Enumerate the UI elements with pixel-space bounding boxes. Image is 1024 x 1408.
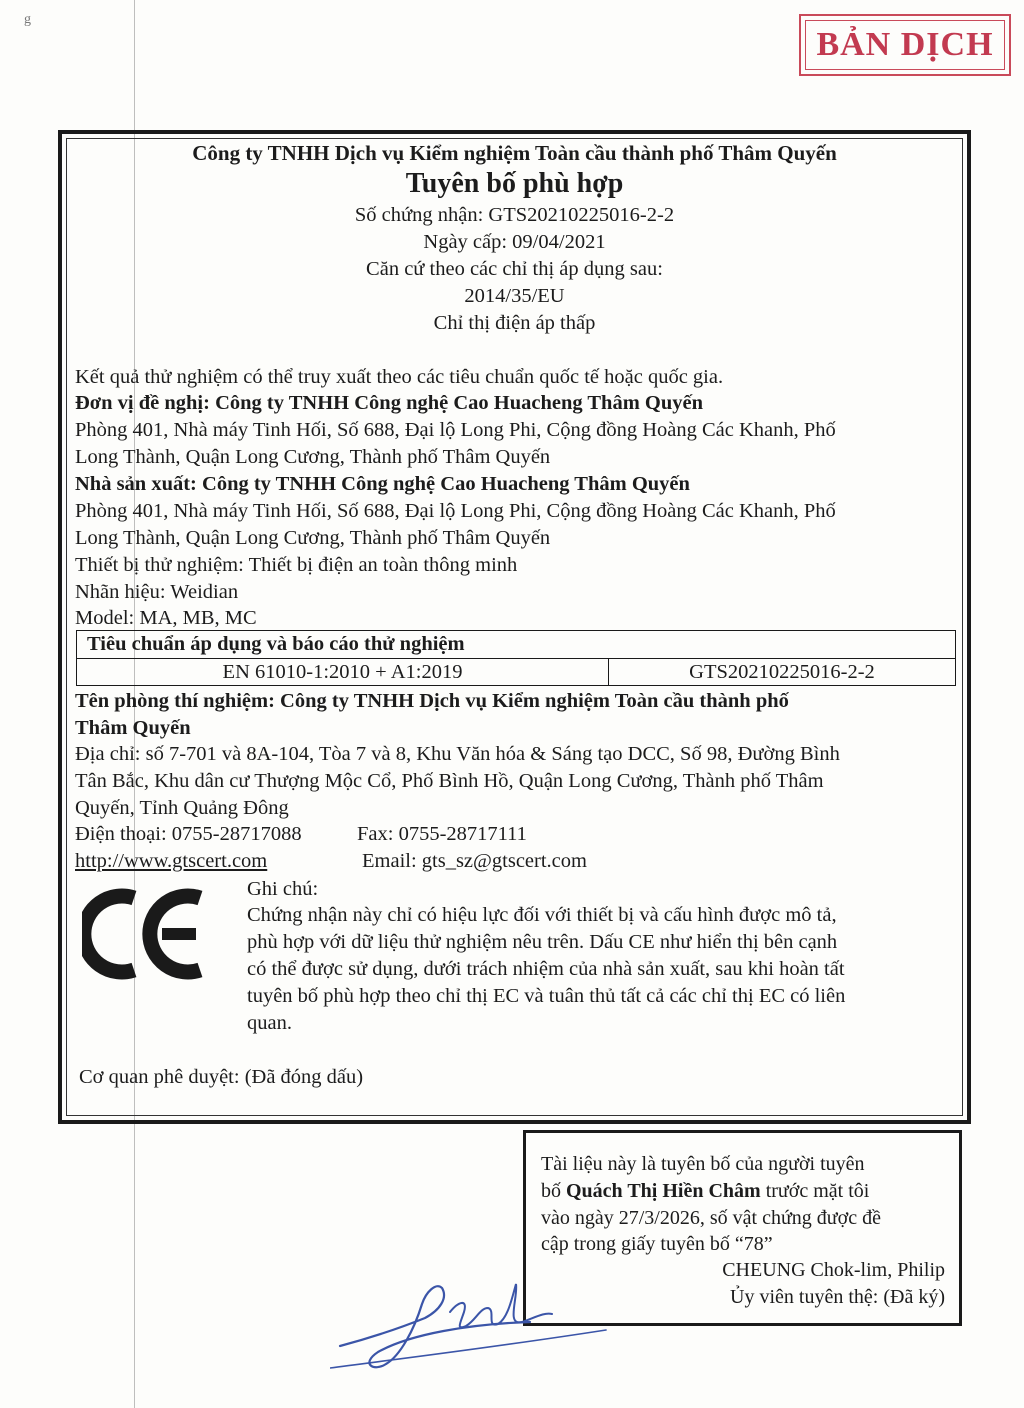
- declaration-line-1: Tài liệu này là tuyên bố của người tuyên: [541, 1153, 865, 1175]
- standards-table: [76, 630, 956, 686]
- lab-address-line-2: Tân Bắc, Khu dân cư Thượng Mộc Cổ, Phố Bình Hồ, Quận Long Cương, Thành phố Thâm: [75, 770, 824, 792]
- lab-email: Email: gts_sz@gtscert.com: [362, 850, 587, 872]
- test-equipment: Thiết bị thử nghiệm: Thiết bị điện an toàn thông minh: [75, 554, 518, 576]
- applicant-label: Đơn vị đề nghị: Công ty TNHH Công nghệ Cao Huacheng Thâm Quyến: [75, 392, 703, 414]
- applicant-address-line-1: Phòng 401, Nhà máy Tinh Hối, Số 688, Đại lộ Long Phi, Cộng đồng Hoàng Các Khanh, Phố: [75, 419, 836, 441]
- note-line-5: quan.: [247, 1012, 292, 1034]
- approval-authority: Cơ quan phê duyệt: (Đã đóng dấu): [79, 1066, 364, 1088]
- lab-phone: Điện thoại: 0755-28717088: [75, 823, 302, 845]
- issuer-company: Công ty TNHH Dịch vụ Kiểm nghiệm Toàn cầu thành phố Thâm Quyến: [192, 141, 837, 165]
- directive-basis: Căn cứ theo các chỉ thị áp dụng sau:: [366, 258, 663, 280]
- manufacturer-address-line-2: Long Thành, Quận Long Cương, Thành phố Thâm Quyến: [75, 527, 551, 549]
- commissioner-role: Ủy viên tuyên thệ: (Đã ký): [730, 1286, 945, 1308]
- lab-name-line-2: Thâm Quyến: [75, 717, 191, 739]
- stamp-label: BẢN DỊCH: [805, 20, 1005, 70]
- report-number-cell: GTS20210225016-2-2: [689, 661, 875, 683]
- lab-fax: Fax: 0755-28717111: [357, 823, 527, 845]
- declaration-line-2: bố Quách Thị Hiền Châm trước mặt tôi: [541, 1180, 870, 1202]
- lab-name-line-1: Tên phòng thí nghiệm: Công ty TNHH Dịch vụ Kiểm nghiệm Toàn cầu thành phố: [75, 690, 789, 712]
- issue-date: Ngày cấp: 09/04/2021: [423, 231, 606, 253]
- commissioner-name: CHEUNG Chok-lim, Philip: [722, 1259, 945, 1281]
- manufacturer-address-line-1: Phòng 401, Nhà máy Tinh Hối, Số 688, Đại lộ Long Phi, Cộng đồng Hoàng Các Khanh, Phố: [75, 500, 836, 522]
- directive-number: 2014/35/EU: [464, 285, 565, 307]
- handwritten-signature: [330, 1268, 610, 1378]
- declarant-name: Quách Thị Hiền Châm: [566, 1180, 761, 1202]
- certificate-number: Số chứng nhận: GTS20210225016-2-2: [354, 204, 675, 226]
- note-line-3: có thể được sử dụng, dưới trách nhiệm của nhà sản xuất, sau khi hoàn tất: [247, 958, 845, 980]
- lab-website-link[interactable]: http://www.gtscert.com: [75, 850, 268, 872]
- brand: Nhãn hiệu: Weidian: [75, 581, 239, 603]
- note-line-2: phù hợp với dữ liệu thử nghiệm nêu trên. Dấu CE như hiển thị bên cạnh: [247, 931, 838, 953]
- declaration-line-4: cập trong giấy tuyên bố “78”: [541, 1233, 773, 1255]
- standards-table-header: Tiêu chuẩn áp dụng và báo cáo thử nghiệm: [77, 631, 955, 659]
- standard-cell: EN 61010-1:2010 + A1:2019: [77, 659, 609, 685]
- note-label: Ghi chú:: [247, 878, 319, 900]
- document-title: Tuyên bố phù hợp: [405, 168, 624, 199]
- translation-stamp: [799, 14, 1011, 76]
- lab-address-line-1: Địa chỉ: số 7-701 và 8A-104, Tòa 7 và 8, Khu Văn hóa & Sáng tạo DCC, Số 98, Đường Bình: [75, 743, 840, 765]
- applicant-address-line-2: Long Thành, Quận Long Cương, Thành phố Thâm Quyến: [75, 446, 551, 468]
- declaration-line-3: vào ngày 27/3/2026, số vật chứng được đề: [541, 1207, 881, 1229]
- note-line-4: tuyên bố phù hợp theo chỉ thị EC và tuân thủ tất cả các chỉ thị EC có liên: [247, 985, 846, 1007]
- note-line-1: Chứng nhận này chỉ có hiệu lực đối với thiết bị và cấu hình được mô tả,: [247, 904, 837, 926]
- model: Model: MA, MB, MC: [75, 607, 257, 629]
- manufacturer-label: Nhà sản xuất: Công ty TNHH Công nghệ Cao Huacheng Thâm Quyến: [75, 473, 690, 495]
- lab-address-line-3: Quyến, Tỉnh Quảng Đông: [75, 797, 289, 819]
- directive-name: Chỉ thị điện áp thấp: [433, 312, 596, 334]
- traceability-statement: Kết quả thử nghiệm có thể truy xuất theo các tiêu chuẩn quốc tế hoặc quốc gia.: [75, 366, 724, 388]
- corner-mark: g: [24, 12, 31, 27]
- ce-mark-icon: [82, 884, 206, 984]
